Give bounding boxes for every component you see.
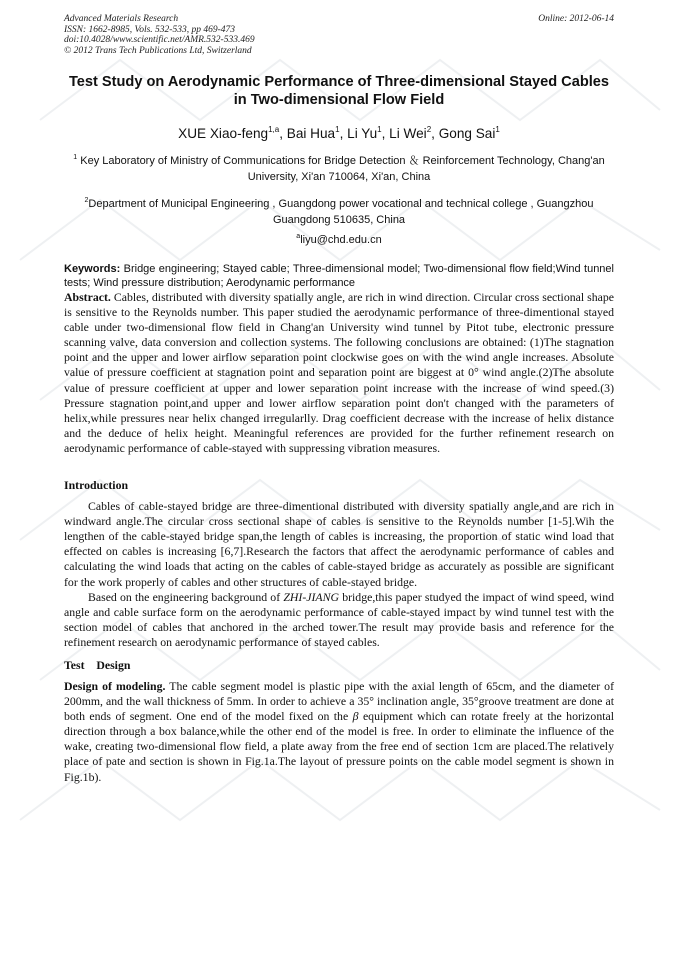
design-of-modeling-paragraph: Design of modeling. The cable segment model is plastic pipe with the axial length of 65cm, and the diameter of 200mm, and the wall thickness of 5mm. In order to achieve a 35° inclination angle, 35°groove treatment are done at both ends of segment. One end of the model fixed on the β equipment which can rotate freely at the horizontal direction through a box balance,while the other end of the model is free. In order to eliminate the influence of the wake, creating two-dimensional flow field, a plate away from the free end of section 1cm are placed.The relatively place of pate and section is shown in Fig.1a.The layout of pressure points on the cable model segment is shown in Fig.1b). bbox=[64, 678, 615, 784]
paper-title: Test Study on Aerodynamic Performance of Three-dimensional Stayed Cables in Two-dimensional Flow Field bbox=[68, 74, 610, 108]
abstract-label: Abstract. bbox=[64, 290, 111, 304]
doi-line: doi:10.4028/www.scientific.net/AMR.532-533.469 bbox=[64, 35, 255, 45]
affiliation-1: $^1$ Key Laboratory of Ministry of Communications for Bridge Detection ＆ Reinforcement Technology, Chang'an University, Xi'an 710064, Xi'an, China bbox=[73, 154, 605, 183]
author: XUE Xiao-feng bbox=[178, 126, 269, 141]
journal-name: Advanced Materials Research bbox=[64, 14, 179, 24]
keyword: Bridge engineering bbox=[123, 263, 217, 275]
test-design-heading: Test Design bbox=[64, 657, 131, 672]
keywords-label: Keywords: bbox=[64, 263, 121, 275]
introduction-paragraph-1: Cables of cable-stayed bridge are three-dimentional distributed with diversity spatially angle,and are rich in windward angle.The circular cross sectional shape of cables is sensitive to the Reynolds number [1-5].Wih the lengthen of the cable-stayed bridge span,the length of cables is increasing, the proportion of static wind load that effected on cables is increasing [6,7].Research the factors that affect the aerodynamic performance of cables and calculating the wind loads that acting on the cables of cable-stayed bridge as accurately as possible are significant for the work properly of cables and other structures of cable-stayed bridge. bbox=[64, 499, 614, 589]
journal-header bbox=[64, 14, 614, 56]
author-list: XUE Xiao-feng$^{1,a}$, Bai Hua$^1$, Li Yu$^1$, Li Wei$^2$, Gong Sai$^1$ bbox=[178, 125, 500, 141]
abstract bbox=[64, 290, 614, 456]
bridge-name: ZHI-JIANG bbox=[283, 589, 340, 604]
introduction-paragraph-2: Based on the engineering background of ZHI-JIANG bridge,this paper studyed the impact of wind speed, wind angle and cable surface form on the aerodynamic performance of cable-stayed impact by wind tunnel test with the section model of cables that anchored in the arched tower.The result may provide basis and reference for the refinement research on aerodynamic performance of stayed cables. bbox=[64, 589, 614, 649]
affiliation-2: $^2$Department of Municipal Engineering , Guangdong power vocational and technical college , Guangzhou Guangdong 510635, China bbox=[84, 197, 594, 226]
author: Bai Hua bbox=[286, 126, 336, 141]
author-email[interactable]: $^a$liyu@chd.edu.cn bbox=[296, 233, 382, 246]
keyword: ; Three-dimensional model bbox=[287, 263, 418, 275]
abstract-text: Cables, distributed with diversity spatially angle, are rich in wind direction. Circular cross sectional shape is sensitive to the Reynolds number. This paper studied the aerodynamic performance of three-dimentional stayed cable under two-dimensional flow field in Chang'an University wind tunnel by Pitot tube, electronic pressure scanning valve, data conversion and collection systems. The following conclusions are obtained: (1)The stagnation point and the upper and lower airflow separation point clockwise goes on with the wind angle increases. Absolute value of pressure coefficient at stagnation point and separation point are biggest at 0° wind angle.(2)The absolute value of pressure coefficient at upper and lower separation point increase with the increase of wind speed.(3) Pressure stagnation point,and upper and lower airflow separation point don't changed with the parameters of helix,while pressures near helix changed irregularlly. Drag coefficient decrease with the increase of helix distance and the deduce of helix height. Meaningful references are provided for the further refinement research on aerodynamic performance of cable-stayed with suppressing vibration measures. bbox=[64, 290, 614, 455]
online-date: Online: 2012-06-14 bbox=[538, 14, 614, 24]
keyword: ; Stayed cable bbox=[216, 263, 286, 275]
keyword: ; Two-dimensional flow field;Wind tunnel tests bbox=[64, 263, 614, 289]
author: Gong Sai bbox=[438, 126, 496, 141]
copyright-line: © 2012 Trans Tech Publications Ltd, Switzerland bbox=[64, 45, 252, 56]
introduction-heading: Introduction bbox=[64, 478, 129, 493]
beta-symbol: β bbox=[352, 709, 359, 724]
keyword: ; Wind pressure distribution bbox=[87, 277, 220, 289]
author: Li Wei bbox=[389, 126, 427, 141]
issn-line: ISSN: 1662-8985, Vols. 532-533, pp 469-473 bbox=[64, 24, 235, 35]
runin-heading: Design of modeling. bbox=[64, 678, 166, 693]
keywords bbox=[64, 262, 614, 290]
keyword: ; Aerodynamic performance bbox=[221, 277, 356, 289]
author: Li Yu bbox=[347, 126, 378, 141]
